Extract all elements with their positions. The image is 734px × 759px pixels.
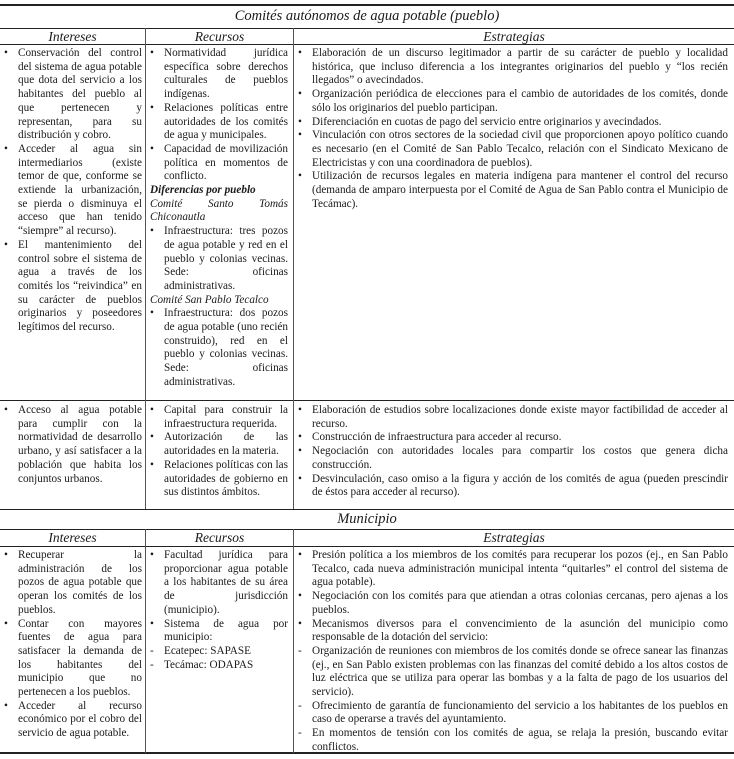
bullet: • bbox=[4, 699, 8, 712]
header-recursos-municipio: Recursos bbox=[194, 530, 245, 545]
list-item: • El mantenimiento del control sobre el sistema de agua a través de los comités los “reivindica” en su carácter de pueblos originarios y poseedores legítimos del recurso. bbox=[4, 238, 142, 334]
row-separator bbox=[0, 400, 734, 401]
section-rule bbox=[0, 509, 734, 510]
header-intereses-municipio: Intereses bbox=[48, 530, 97, 545]
list-item: • Desvinculación, caso omiso a la figura y acción de los comités de agua (pueden prescindir de éstos para acceder al recurso). bbox=[298, 472, 728, 499]
section-title-pueblo: Comités autónomos de agua potable (pueblo) bbox=[234, 8, 500, 24]
sub-list-item: - Ofrecimiento de garantía de funcionamiento del servicio a los habitantes de los pueblos en caso de operarse a través del ayuntamiento. bbox=[298, 699, 728, 726]
list-item: • Relaciones políticas entre autoridades de los comités de agua y municipales. bbox=[150, 101, 288, 142]
list-item: • Organización periódica de elecciones para el cambio de autoridades de los comités, donde sólo los originarios del pueblo participan. bbox=[298, 88, 728, 114]
list-item: • Normatividad jurídica específica sobre derechos culturales de pueblos indígenas. bbox=[150, 47, 288, 101]
urbanizadores-intereses bbox=[4, 404, 142, 486]
bullet: • bbox=[298, 445, 302, 458]
list-item: • Mecanismos diversos para el convencimiento de la asunción del municipio como responsable de la dotación del servicio: bbox=[298, 617, 728, 644]
list-item: • Autorización de las autoridades en la materia. bbox=[150, 431, 288, 458]
list-item: • Contar con mayores fuentes de agua para satisfacer la demanda de los habitantes del municipio que no pertenecen a los pueblos. bbox=[4, 617, 142, 699]
bullet: • bbox=[150, 431, 154, 444]
header-recursos: Recursos bbox=[194, 29, 245, 44]
sub-list-item: - Organización de reuniones con miembros de los comités donde se ofrece sanear las finanzas (ej., en San Pablo existen problemas con las finanzas del comité debido a los altos costos de luz eléctrica que se utiliza para operar las bombas y a la falta de pago de los usuarios del servicio). bbox=[298, 644, 728, 699]
dash: - bbox=[298, 644, 302, 657]
list-item: • Conservación del control del sistema de agua potable que dota del servicio a los habitantes del pueblo al que pertenecen y representan, para su distribución y cobro. bbox=[4, 47, 142, 142]
bullet: • bbox=[298, 617, 302, 630]
list-item: • Infraestructura: tres pozos de agua potable y red en el pueblo y colonias vecinas. Sede: oficinas administrativas. bbox=[150, 225, 288, 292]
sub-list-item: - En momentos de tensión con los comités de agua, se relaja la presión, buscando evitar conflictos. bbox=[298, 727, 728, 753]
municipio-header-rule bbox=[0, 546, 734, 547]
bullet: • bbox=[150, 101, 154, 114]
bullet: • bbox=[150, 617, 154, 630]
list-item: • Construcción de infraestructura para acceder al recurso. bbox=[298, 431, 562, 444]
pueblo-intereses bbox=[4, 47, 142, 335]
column-divider-2-municipio bbox=[293, 529, 294, 753]
header-estrategias: Estrategias bbox=[483, 29, 545, 44]
list-item: • Capital para construir la infraestructura requerida. bbox=[150, 404, 288, 430]
list-item: • Acceder al recurso económico por el cobro del servicio de agua potable. bbox=[4, 699, 142, 740]
diferencias-heading: Diferencias por pueblo bbox=[150, 184, 256, 197]
bullet: • bbox=[298, 115, 302, 128]
municipio-estrategias bbox=[298, 549, 728, 755]
list-item: • Facultad jurídica para proporcionar agua potable a los habitantes de su área de jurisdicción (municipio). bbox=[150, 549, 288, 616]
bullet: • bbox=[298, 431, 302, 444]
list-item: • Diferenciación en cuotas de pago del servicio entre originarios y avecindados. bbox=[298, 115, 662, 128]
dash: - bbox=[298, 699, 302, 712]
bullet: • bbox=[298, 129, 302, 142]
list-item: • Elaboración de un discurso legitimador a partir de su carácter de pueblo y localidad histórica, que incluso diferencia a los integrantes originarios del pueblo y “los recién llegados” o avecindados. bbox=[298, 47, 728, 87]
bullet: • bbox=[4, 617, 8, 630]
list-item: • Capacidad de movilización política en momentos de conflicto. bbox=[150, 142, 288, 183]
bullet: • bbox=[4, 47, 8, 59]
bullet: • bbox=[298, 47, 302, 59]
list-item: • Infraestructura: dos pozos de agua potable (uno recién construido), red en el pueblo y colonias vecinas. Sede: oficinas administrativas. bbox=[150, 307, 288, 388]
urbanizadores-recursos bbox=[150, 404, 288, 500]
column-divider-2 bbox=[293, 28, 294, 509]
dash: - bbox=[150, 644, 154, 657]
dash: - bbox=[150, 658, 154, 671]
bullet: • bbox=[150, 549, 154, 561]
list-item: • Negociación con autoridades locales para compartir los costos que genera dicha construcción. bbox=[298, 445, 728, 471]
list-item: • Presión política a los miembros de los comités para recuperar los pozos (ej., en San Pablo Tecalco, cada nueva administración municipal intenta “quitarles” el control del sistema de agua potable). bbox=[298, 549, 728, 589]
bullet: • bbox=[150, 458, 154, 471]
bullet: • bbox=[150, 225, 154, 238]
bullet: • bbox=[298, 88, 302, 101]
list-item: • Negociación con los comités para que atiendan a otras colonias cercanas, pero ajenas a los pueblos. bbox=[298, 590, 728, 616]
comite-san-pablo-heading: Comité San Pablo Tecalco bbox=[150, 293, 269, 306]
bullet: • bbox=[298, 170, 302, 183]
municipio-intereses bbox=[4, 549, 142, 741]
bullet: • bbox=[298, 472, 302, 485]
comite-santo-tomas-heading: Comité Santo Tomás Chiconautla bbox=[150, 197, 288, 224]
column-divider-1 bbox=[145, 28, 146, 509]
bullet: • bbox=[150, 47, 154, 59]
bullet: • bbox=[298, 549, 302, 561]
section-title-municipio: Municipio bbox=[337, 511, 397, 527]
list-item: • Acceder al agua sin intermediarios (existe temor de que, conforme se extiende la urbanización, se pierda o disminuya el acceso que han tenido “siempre” al recurso). bbox=[4, 142, 142, 238]
list-item: • Vinculación con otros sectores de la sociedad civil que proporcionen apoyo político cuando es necesario (en el Comité de San Pablo Tecalco, relación con el Sindicato Mexicano de Electricistas y con una coordinadora de pueblos). bbox=[298, 129, 728, 169]
dash: - bbox=[298, 727, 302, 740]
sub-list-item: - Ecatepec: SAPASE bbox=[150, 644, 251, 657]
pueblo-estrategias bbox=[298, 47, 728, 211]
urbanizadores-estrategias bbox=[298, 404, 728, 500]
bullet: • bbox=[4, 238, 8, 251]
bullet: • bbox=[4, 549, 8, 561]
header-estrategias-municipio: Estrategias bbox=[483, 530, 545, 545]
pueblo-recursos bbox=[150, 47, 288, 390]
list-item: • Recuperar la administración de los pozos de agua potable que operan los comités de los pueblos. bbox=[4, 549, 142, 616]
column-divider-1-municipio bbox=[145, 529, 146, 753]
bullet: • bbox=[298, 590, 302, 603]
bullet: • bbox=[298, 404, 302, 416]
bullet: • bbox=[150, 142, 154, 155]
bullet: • bbox=[4, 404, 8, 416]
sub-list-item: - Tecámac: ODAPAS bbox=[150, 658, 254, 671]
list-item: • Acceso al agua potable para cumplir con la normatividad de desarrollo urbano, y así satisfacer a la población que habita los conjuntos urbanos. bbox=[4, 404, 142, 485]
list-item: • Relaciones políticas con las autoridades de gobierno en sus distintos ámbitos. bbox=[150, 458, 288, 499]
list-item: • Sistema de agua por municipio: bbox=[150, 617, 288, 644]
bullet: • bbox=[150, 404, 154, 416]
header-intereses: Intereses bbox=[48, 29, 97, 44]
bullet: • bbox=[4, 142, 8, 155]
bullet: • bbox=[150, 307, 154, 320]
list-item: • Elaboración de estudios sobre localizaciones donde existe mayor factibilidad de acceder al recurso. bbox=[298, 404, 728, 430]
top-rule bbox=[0, 4, 734, 6]
municipio-recursos bbox=[150, 549, 288, 672]
list-item: • Utilización de recursos legales en materia indígena para mantener el control del recurso (demanda de amparo interpuesta por el Comité de Agua de San Pablo contra el Municipio de Tecámac). bbox=[298, 170, 728, 210]
